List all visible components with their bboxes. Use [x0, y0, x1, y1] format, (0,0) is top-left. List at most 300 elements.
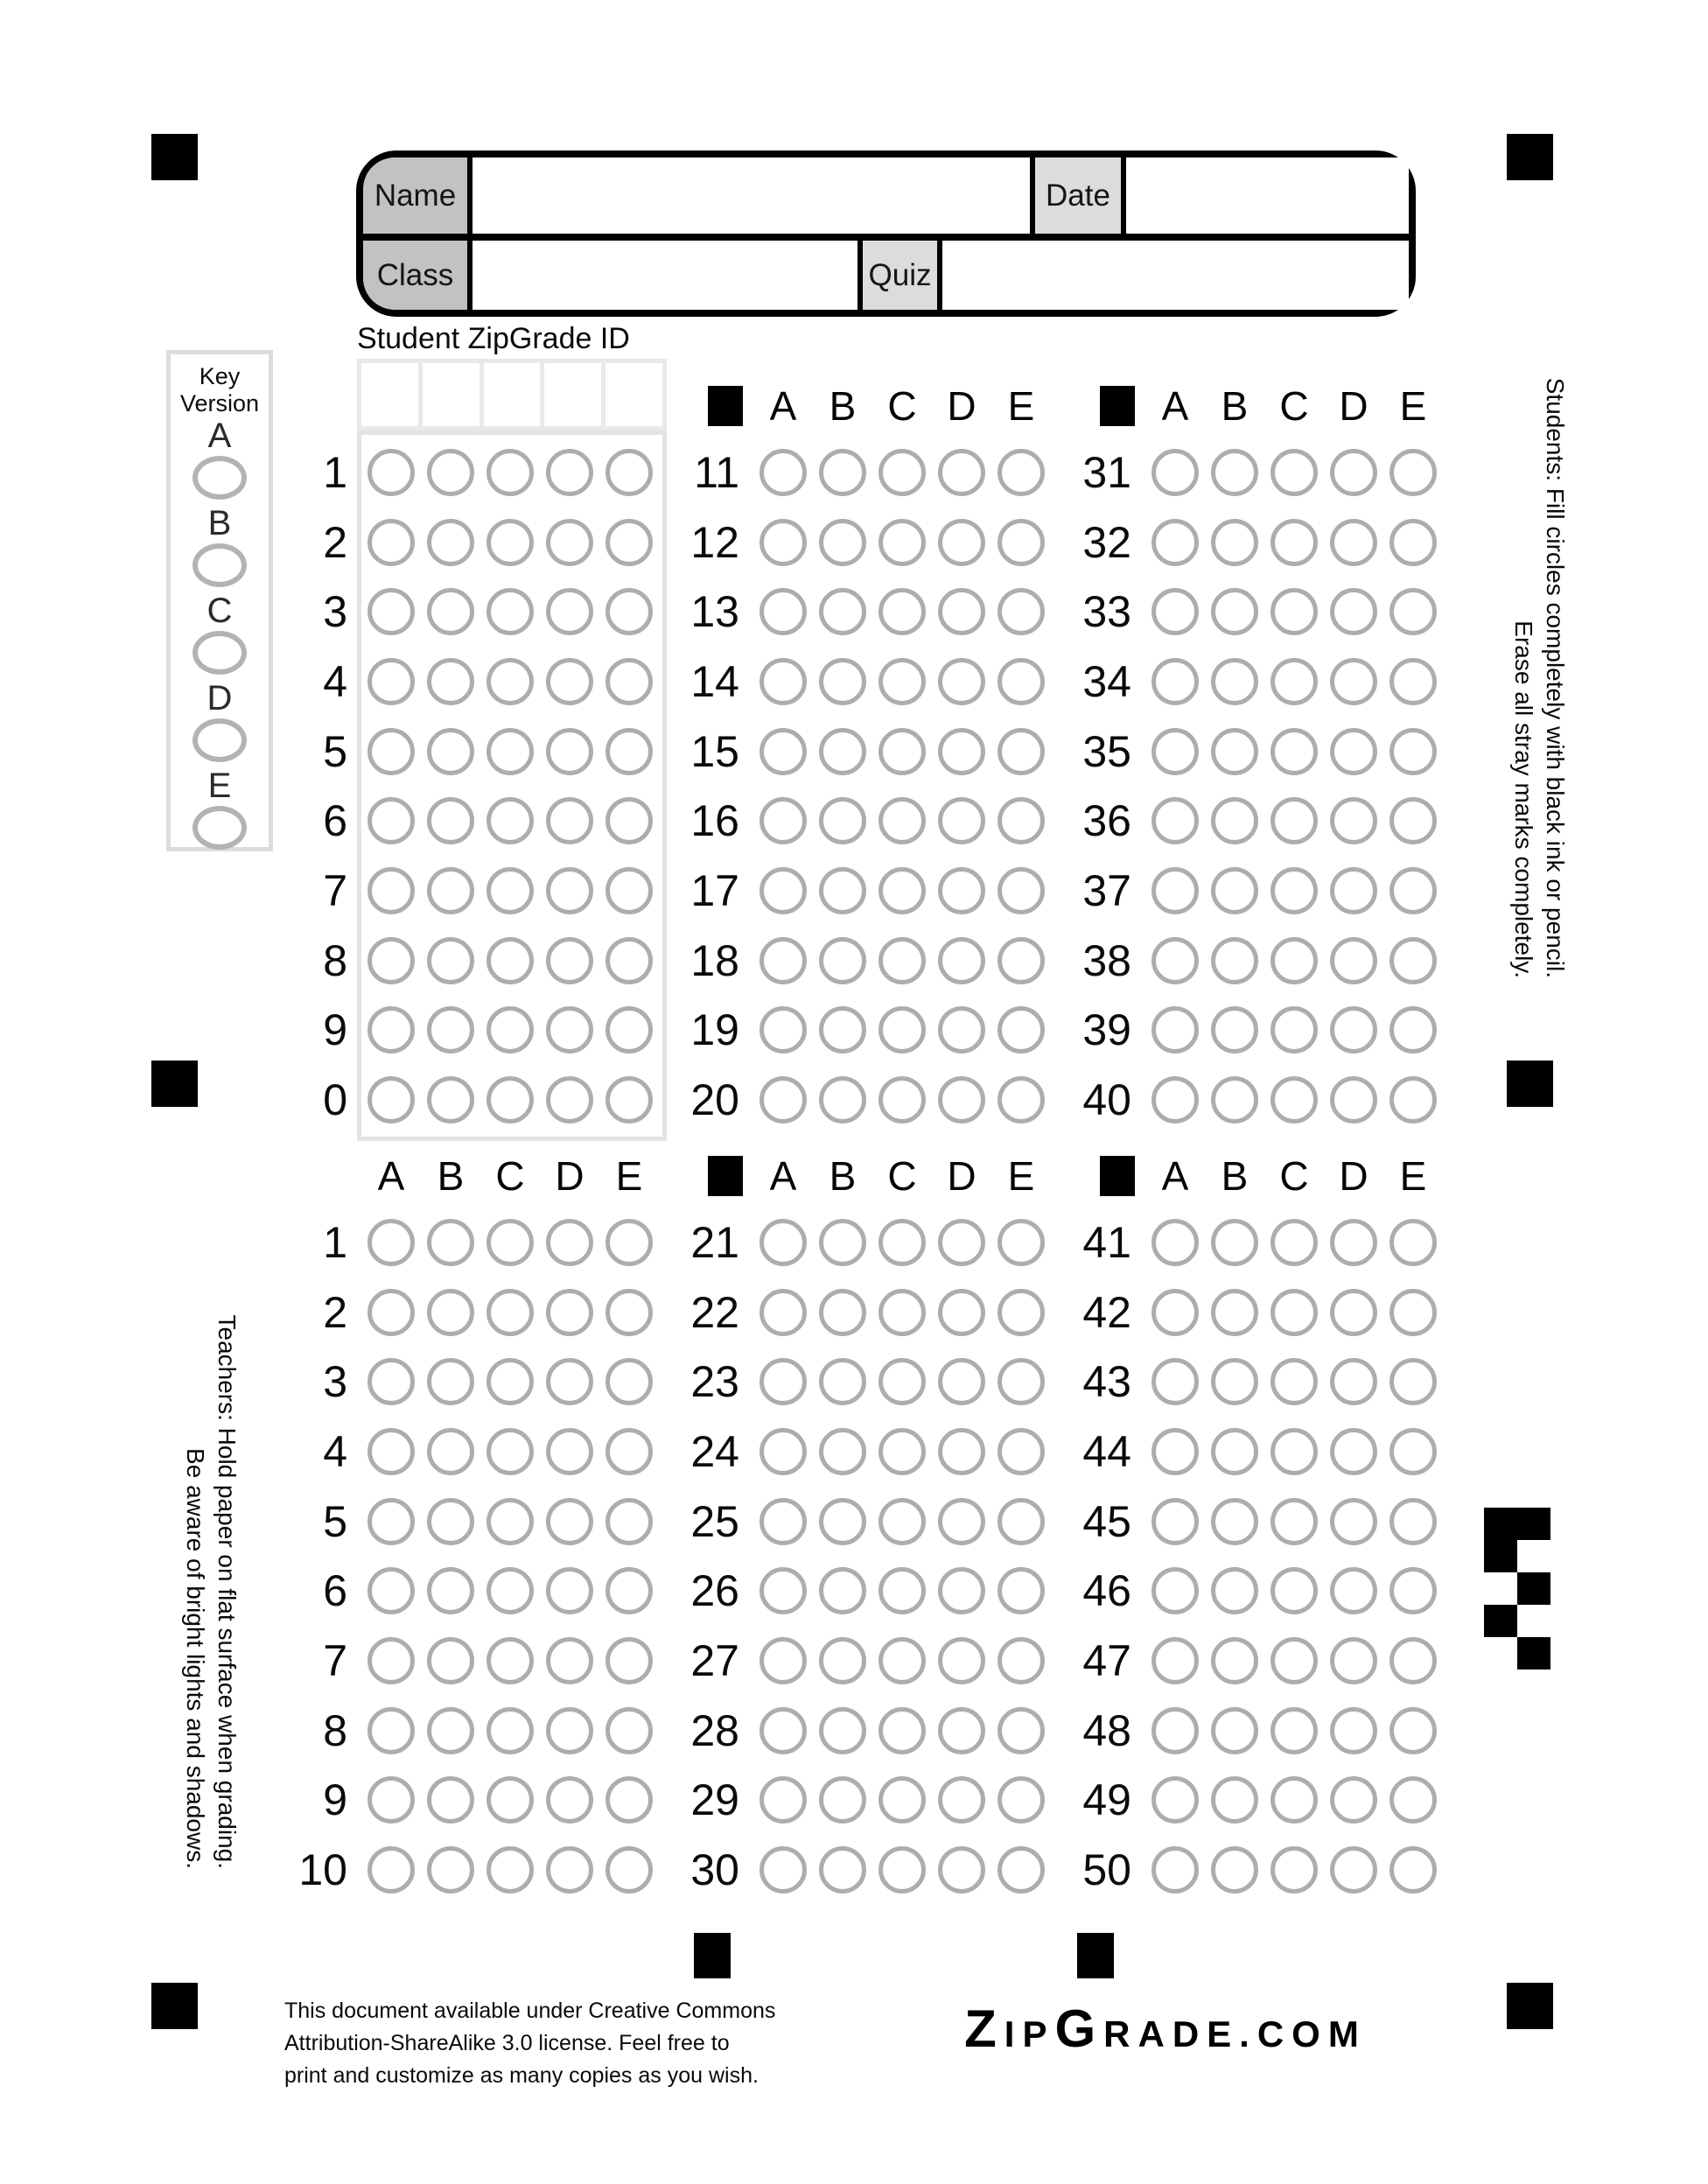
bubble-q8-B[interactable] [427, 1707, 474, 1754]
bubble-keyversion-E[interactable] [192, 806, 247, 850]
bubble-q32-A[interactable] [1152, 519, 1199, 566]
bubble-q26-E[interactable] [998, 1567, 1045, 1614]
name-input-area[interactable] [472, 158, 1030, 234]
bubble-q27-E[interactable] [998, 1637, 1045, 1684]
bubble-q49-A[interactable] [1152, 1776, 1199, 1824]
bubble-id-digit5-col4[interactable] [546, 728, 593, 775]
bubble-q4-D[interactable] [546, 1428, 593, 1475]
bubble-q13-D[interactable] [938, 588, 985, 635]
bubble-q26-B[interactable] [819, 1567, 866, 1614]
bubble-id-digit1-col5[interactable] [606, 449, 653, 496]
bubble-id-digit2-col4[interactable] [546, 519, 593, 566]
bubble-id-digit9-col4[interactable] [546, 1006, 593, 1054]
bubble-q15-E[interactable] [998, 728, 1045, 775]
bubble-q4-E[interactable] [606, 1428, 653, 1475]
bubble-q49-B[interactable] [1211, 1776, 1258, 1824]
bubble-q35-A[interactable] [1152, 728, 1199, 775]
bubble-id-digit7-col1[interactable] [368, 867, 415, 914]
bubble-q36-E[interactable] [1390, 797, 1437, 844]
bubble-q45-C[interactable] [1270, 1498, 1318, 1545]
bubble-q5-B[interactable] [427, 1498, 474, 1545]
bubble-q47-A[interactable] [1152, 1637, 1199, 1684]
bubble-id-digit3-col3[interactable] [486, 588, 534, 635]
bubble-q38-E[interactable] [1390, 937, 1437, 984]
bubble-q10-B[interactable] [427, 1846, 474, 1894]
bubble-id-digit7-col2[interactable] [427, 867, 474, 914]
bubble-q4-C[interactable] [486, 1428, 534, 1475]
bubble-q16-E[interactable] [998, 797, 1045, 844]
bubble-q42-A[interactable] [1152, 1289, 1199, 1336]
bubble-id-digit9-col1[interactable] [368, 1006, 415, 1054]
bubble-q18-D[interactable] [938, 937, 985, 984]
bubble-q9-D[interactable] [546, 1776, 593, 1824]
bubble-q46-E[interactable] [1390, 1567, 1437, 1614]
bubble-q46-A[interactable] [1152, 1567, 1199, 1614]
bubble-q17-A[interactable] [760, 867, 807, 914]
bubble-q14-B[interactable] [819, 658, 866, 705]
bubble-q14-D[interactable] [938, 658, 985, 705]
bubble-id-digit0-col2[interactable] [427, 1076, 474, 1124]
bubble-q48-A[interactable] [1152, 1707, 1199, 1754]
bubble-q14-C[interactable] [878, 658, 926, 705]
bubble-q47-D[interactable] [1330, 1637, 1377, 1684]
bubble-id-digit6-col4[interactable] [546, 797, 593, 844]
bubble-q9-C[interactable] [486, 1776, 534, 1824]
bubble-id-digit2-col5[interactable] [606, 519, 653, 566]
bubble-q42-B[interactable] [1211, 1289, 1258, 1336]
bubble-q38-D[interactable] [1330, 937, 1377, 984]
bubble-id-digit7-col4[interactable] [546, 867, 593, 914]
bubble-q36-D[interactable] [1330, 797, 1377, 844]
bubble-q37-D[interactable] [1330, 867, 1377, 914]
bubble-q1-E[interactable] [606, 1219, 653, 1266]
bubble-q21-C[interactable] [878, 1219, 926, 1266]
id-digit-box-2[interactable] [423, 363, 480, 426]
bubble-q9-B[interactable] [427, 1776, 474, 1824]
bubble-q24-D[interactable] [938, 1428, 985, 1475]
bubble-id-digit9-col5[interactable] [606, 1006, 653, 1054]
bubble-q18-A[interactable] [760, 937, 807, 984]
bubble-q29-B[interactable] [819, 1776, 866, 1824]
bubble-q10-E[interactable] [606, 1846, 653, 1894]
bubble-q38-B[interactable] [1211, 937, 1258, 984]
bubble-id-digit8-col3[interactable] [486, 937, 534, 984]
class-input-area[interactable] [472, 241, 858, 310]
bubble-id-digit5-col1[interactable] [368, 728, 415, 775]
bubble-q15-B[interactable] [819, 728, 866, 775]
bubble-q32-B[interactable] [1211, 519, 1258, 566]
bubble-q50-D[interactable] [1330, 1846, 1377, 1894]
bubble-q28-E[interactable] [998, 1707, 1045, 1754]
bubble-id-digit2-col2[interactable] [427, 519, 474, 566]
bubble-q40-B[interactable] [1211, 1076, 1258, 1124]
bubble-id-digit7-col3[interactable] [486, 867, 534, 914]
bubble-q30-E[interactable] [998, 1846, 1045, 1894]
bubble-q13-C[interactable] [878, 588, 926, 635]
bubble-q30-D[interactable] [938, 1846, 985, 1894]
bubble-id-digit2-col1[interactable] [368, 519, 415, 566]
bubble-q12-E[interactable] [998, 519, 1045, 566]
bubble-q8-E[interactable] [606, 1707, 653, 1754]
bubble-q6-C[interactable] [486, 1567, 534, 1614]
bubble-q37-A[interactable] [1152, 867, 1199, 914]
bubble-q15-C[interactable] [878, 728, 926, 775]
bubble-q17-E[interactable] [998, 867, 1045, 914]
bubble-q13-A[interactable] [760, 588, 807, 635]
bubble-q45-D[interactable] [1330, 1498, 1377, 1545]
bubble-q45-A[interactable] [1152, 1498, 1199, 1545]
bubble-q49-E[interactable] [1390, 1776, 1437, 1824]
bubble-q19-D[interactable] [938, 1006, 985, 1054]
bubble-id-digit3-col5[interactable] [606, 588, 653, 635]
bubble-q30-A[interactable] [760, 1846, 807, 1894]
bubble-q43-B[interactable] [1211, 1358, 1258, 1405]
bubble-q19-C[interactable] [878, 1006, 926, 1054]
bubble-q5-C[interactable] [486, 1498, 534, 1545]
bubble-q28-D[interactable] [938, 1707, 985, 1754]
bubble-q10-A[interactable] [368, 1846, 415, 1894]
bubble-q45-E[interactable] [1390, 1498, 1437, 1545]
bubble-q19-E[interactable] [998, 1006, 1045, 1054]
bubble-id-digit0-col4[interactable] [546, 1076, 593, 1124]
bubble-id-digit4-col5[interactable] [606, 658, 653, 705]
bubble-q9-A[interactable] [368, 1776, 415, 1824]
bubble-id-digit8-col1[interactable] [368, 937, 415, 984]
bubble-q14-A[interactable] [760, 658, 807, 705]
bubble-id-digit5-col3[interactable] [486, 728, 534, 775]
bubble-q5-D[interactable] [546, 1498, 593, 1545]
bubble-q34-B[interactable] [1211, 658, 1258, 705]
bubble-q8-D[interactable] [546, 1707, 593, 1754]
bubble-q19-B[interactable] [819, 1006, 866, 1054]
bubble-q23-B[interactable] [819, 1358, 866, 1405]
bubble-q29-E[interactable] [998, 1776, 1045, 1824]
bubble-q33-C[interactable] [1270, 588, 1318, 635]
bubble-id-digit6-col3[interactable] [486, 797, 534, 844]
bubble-q28-A[interactable] [760, 1707, 807, 1754]
bubble-q35-B[interactable] [1211, 728, 1258, 775]
bubble-q6-D[interactable] [546, 1567, 593, 1614]
bubble-q44-D[interactable] [1330, 1428, 1377, 1475]
bubble-q7-A[interactable] [368, 1637, 415, 1684]
bubble-q12-C[interactable] [878, 519, 926, 566]
bubble-q21-B[interactable] [819, 1219, 866, 1266]
bubble-q23-E[interactable] [998, 1358, 1045, 1405]
bubble-q1-D[interactable] [546, 1219, 593, 1266]
bubble-q44-E[interactable] [1390, 1428, 1437, 1475]
bubble-q41-E[interactable] [1390, 1219, 1437, 1266]
bubble-id-digit4-col3[interactable] [486, 658, 534, 705]
bubble-q27-D[interactable] [938, 1637, 985, 1684]
bubble-q13-E[interactable] [998, 588, 1045, 635]
bubble-q22-C[interactable] [878, 1289, 926, 1336]
bubble-q47-B[interactable] [1211, 1637, 1258, 1684]
bubble-q31-E[interactable] [1390, 449, 1437, 496]
bubble-q7-C[interactable] [486, 1637, 534, 1684]
bubble-q3-E[interactable] [606, 1358, 653, 1405]
bubble-q29-A[interactable] [760, 1776, 807, 1824]
bubble-id-digit4-col2[interactable] [427, 658, 474, 705]
bubble-q39-A[interactable] [1152, 1006, 1199, 1054]
bubble-q2-C[interactable] [486, 1289, 534, 1336]
bubble-q41-A[interactable] [1152, 1219, 1199, 1266]
bubble-q14-E[interactable] [998, 658, 1045, 705]
bubble-q31-C[interactable] [1270, 449, 1318, 496]
bubble-q33-A[interactable] [1152, 588, 1199, 635]
bubble-q33-E[interactable] [1390, 588, 1437, 635]
bubble-q27-A[interactable] [760, 1637, 807, 1684]
bubble-q47-E[interactable] [1390, 1637, 1437, 1684]
id-digit-box-4[interactable] [544, 363, 601, 426]
bubble-q42-E[interactable] [1390, 1289, 1437, 1336]
bubble-q12-A[interactable] [760, 519, 807, 566]
bubble-q43-D[interactable] [1330, 1358, 1377, 1405]
bubble-q7-E[interactable] [606, 1637, 653, 1684]
bubble-q35-C[interactable] [1270, 728, 1318, 775]
bubble-q7-B[interactable] [427, 1637, 474, 1684]
bubble-q3-C[interactable] [486, 1358, 534, 1405]
id-digit-box-5[interactable] [606, 363, 662, 426]
bubble-q3-B[interactable] [427, 1358, 474, 1405]
bubble-q10-C[interactable] [486, 1846, 534, 1894]
bubble-q30-C[interactable] [878, 1846, 926, 1894]
bubble-q22-A[interactable] [760, 1289, 807, 1336]
bubble-q46-B[interactable] [1211, 1567, 1258, 1614]
bubble-id-digit6-col1[interactable] [368, 797, 415, 844]
bubble-q2-B[interactable] [427, 1289, 474, 1336]
bubble-q31-D[interactable] [1330, 449, 1377, 496]
bubble-q2-D[interactable] [546, 1289, 593, 1336]
bubble-q10-D[interactable] [546, 1846, 593, 1894]
bubble-q32-E[interactable] [1390, 519, 1437, 566]
bubble-q49-C[interactable] [1270, 1776, 1318, 1824]
bubble-q24-C[interactable] [878, 1428, 926, 1475]
bubble-q48-D[interactable] [1330, 1707, 1377, 1754]
bubble-q50-E[interactable] [1390, 1846, 1437, 1894]
bubble-q39-E[interactable] [1390, 1006, 1437, 1054]
quiz-input-area[interactable] [937, 241, 1409, 310]
bubble-id-digit1-col2[interactable] [427, 449, 474, 496]
bubble-id-digit8-col2[interactable] [427, 937, 474, 984]
bubble-q28-C[interactable] [878, 1707, 926, 1754]
bubble-id-digit3-col2[interactable] [427, 588, 474, 635]
bubble-q46-D[interactable] [1330, 1567, 1377, 1614]
bubble-q3-A[interactable] [368, 1358, 415, 1405]
bubble-q20-B[interactable] [819, 1076, 866, 1124]
bubble-q18-E[interactable] [998, 937, 1045, 984]
bubble-q22-B[interactable] [819, 1289, 866, 1336]
bubble-q22-E[interactable] [998, 1289, 1045, 1336]
bubble-q48-E[interactable] [1390, 1707, 1437, 1754]
bubble-q16-A[interactable] [760, 797, 807, 844]
bubble-q1-A[interactable] [368, 1219, 415, 1266]
bubble-q50-C[interactable] [1270, 1846, 1318, 1894]
bubble-q40-A[interactable] [1152, 1076, 1199, 1124]
bubble-q26-C[interactable] [878, 1567, 926, 1614]
bubble-q49-D[interactable] [1330, 1776, 1377, 1824]
bubble-q33-B[interactable] [1211, 588, 1258, 635]
bubble-q17-C[interactable] [878, 867, 926, 914]
bubble-id-digit9-col3[interactable] [486, 1006, 534, 1054]
bubble-q7-D[interactable] [546, 1637, 593, 1684]
bubble-q40-D[interactable] [1330, 1076, 1377, 1124]
bubble-q24-A[interactable] [760, 1428, 807, 1475]
bubble-id-digit5-col2[interactable] [427, 728, 474, 775]
bubble-q50-A[interactable] [1152, 1846, 1199, 1894]
bubble-q48-C[interactable] [1270, 1707, 1318, 1754]
bubble-q18-B[interactable] [819, 937, 866, 984]
bubble-q29-D[interactable] [938, 1776, 985, 1824]
bubble-q6-E[interactable] [606, 1567, 653, 1614]
bubble-q20-C[interactable] [878, 1076, 926, 1124]
bubble-q5-A[interactable] [368, 1498, 415, 1545]
bubble-q38-C[interactable] [1270, 937, 1318, 984]
bubble-id-digit3-col1[interactable] [368, 588, 415, 635]
bubble-q36-B[interactable] [1211, 797, 1258, 844]
bubble-q23-A[interactable] [760, 1358, 807, 1405]
bubble-q19-A[interactable] [760, 1006, 807, 1054]
bubble-id-digit6-col5[interactable] [606, 797, 653, 844]
bubble-q25-B[interactable] [819, 1498, 866, 1545]
bubble-q20-A[interactable] [760, 1076, 807, 1124]
bubble-q13-B[interactable] [819, 588, 866, 635]
bubble-q9-E[interactable] [606, 1776, 653, 1824]
bubble-q4-A[interactable] [368, 1428, 415, 1475]
bubble-q44-B[interactable] [1211, 1428, 1258, 1475]
bubble-q31-A[interactable] [1152, 449, 1199, 496]
bubble-q12-D[interactable] [938, 519, 985, 566]
bubble-q16-B[interactable] [819, 797, 866, 844]
bubble-q23-C[interactable] [878, 1358, 926, 1405]
bubble-q21-A[interactable] [760, 1219, 807, 1266]
bubble-q25-E[interactable] [998, 1498, 1045, 1545]
bubble-q41-D[interactable] [1330, 1219, 1377, 1266]
bubble-q16-C[interactable] [878, 797, 926, 844]
bubble-q15-A[interactable] [760, 728, 807, 775]
bubble-q36-C[interactable] [1270, 797, 1318, 844]
bubble-keyversion-A[interactable] [192, 456, 247, 500]
bubble-id-digit4-col4[interactable] [546, 658, 593, 705]
bubble-q15-D[interactable] [938, 728, 985, 775]
bubble-q16-D[interactable] [938, 797, 985, 844]
bubble-q3-D[interactable] [546, 1358, 593, 1405]
id-digit-box-1[interactable] [361, 363, 418, 426]
bubble-id-digit7-col5[interactable] [606, 867, 653, 914]
bubble-id-digit1-col3[interactable] [486, 449, 534, 496]
bubble-q50-B[interactable] [1211, 1846, 1258, 1894]
bubble-q25-D[interactable] [938, 1498, 985, 1545]
bubble-q8-A[interactable] [368, 1707, 415, 1754]
bubble-id-digit1-col4[interactable] [546, 449, 593, 496]
bubble-q39-D[interactable] [1330, 1006, 1377, 1054]
bubble-id-digit0-col5[interactable] [606, 1076, 653, 1124]
bubble-q26-A[interactable] [760, 1567, 807, 1614]
bubble-q34-A[interactable] [1152, 658, 1199, 705]
bubble-q6-B[interactable] [427, 1567, 474, 1614]
bubble-q17-D[interactable] [938, 867, 985, 914]
bubble-q24-E[interactable] [998, 1428, 1045, 1475]
bubble-id-digit5-col5[interactable] [606, 728, 653, 775]
bubble-q20-D[interactable] [938, 1076, 985, 1124]
bubble-id-digit8-col5[interactable] [606, 937, 653, 984]
bubble-q37-B[interactable] [1211, 867, 1258, 914]
bubble-q26-D[interactable] [938, 1567, 985, 1614]
bubble-id-digit3-col4[interactable] [546, 588, 593, 635]
bubble-q35-D[interactable] [1330, 728, 1377, 775]
bubble-id-digit0-col3[interactable] [486, 1076, 534, 1124]
bubble-q2-E[interactable] [606, 1289, 653, 1336]
bubble-q11-D[interactable] [938, 449, 985, 496]
bubble-q40-E[interactable] [1390, 1076, 1437, 1124]
bubble-q39-B[interactable] [1211, 1006, 1258, 1054]
bubble-keyversion-C[interactable] [192, 631, 247, 675]
bubble-id-digit8-col4[interactable] [546, 937, 593, 984]
bubble-q37-C[interactable] [1270, 867, 1318, 914]
bubble-q11-A[interactable] [760, 449, 807, 496]
bubble-q11-B[interactable] [819, 449, 866, 496]
bubble-q47-C[interactable] [1270, 1637, 1318, 1684]
bubble-id-digit6-col2[interactable] [427, 797, 474, 844]
bubble-q21-E[interactable] [998, 1219, 1045, 1266]
bubble-id-digit9-col2[interactable] [427, 1006, 474, 1054]
bubble-q30-B[interactable] [819, 1846, 866, 1894]
bubble-q37-E[interactable] [1390, 867, 1437, 914]
bubble-q35-E[interactable] [1390, 728, 1437, 775]
bubble-q34-C[interactable] [1270, 658, 1318, 705]
bubble-q11-E[interactable] [998, 449, 1045, 496]
bubble-q20-E[interactable] [998, 1076, 1045, 1124]
bubble-q5-E[interactable] [606, 1498, 653, 1545]
bubble-q36-A[interactable] [1152, 797, 1199, 844]
bubble-q41-C[interactable] [1270, 1219, 1318, 1266]
bubble-q43-C[interactable] [1270, 1358, 1318, 1405]
bubble-q18-C[interactable] [878, 937, 926, 984]
bubble-keyversion-D[interactable] [192, 718, 247, 762]
bubble-q6-A[interactable] [368, 1567, 415, 1614]
bubble-q8-C[interactable] [486, 1707, 534, 1754]
bubble-q42-C[interactable] [1270, 1289, 1318, 1336]
bubble-q32-D[interactable] [1330, 519, 1377, 566]
bubble-id-digit0-col1[interactable] [368, 1076, 415, 1124]
bubble-q4-B[interactable] [427, 1428, 474, 1475]
bubble-q32-C[interactable] [1270, 519, 1318, 566]
bubble-q39-C[interactable] [1270, 1006, 1318, 1054]
bubble-q1-B[interactable] [427, 1219, 474, 1266]
bubble-q43-A[interactable] [1152, 1358, 1199, 1405]
bubble-q31-B[interactable] [1211, 449, 1258, 496]
bubble-q40-C[interactable] [1270, 1076, 1318, 1124]
bubble-q34-E[interactable] [1390, 658, 1437, 705]
bubble-q24-B[interactable] [819, 1428, 866, 1475]
bubble-q11-C[interactable] [878, 449, 926, 496]
bubble-q1-C[interactable] [486, 1219, 534, 1266]
bubble-q25-C[interactable] [878, 1498, 926, 1545]
bubble-id-digit1-col1[interactable] [368, 449, 415, 496]
bubble-q28-B[interactable] [819, 1707, 866, 1754]
bubble-q41-B[interactable] [1211, 1219, 1258, 1266]
bubble-q21-D[interactable] [938, 1219, 985, 1266]
bubble-q46-C[interactable] [1270, 1567, 1318, 1614]
bubble-q42-D[interactable] [1330, 1289, 1377, 1336]
bubble-q44-A[interactable] [1152, 1428, 1199, 1475]
bubble-q27-B[interactable] [819, 1637, 866, 1684]
bubble-q2-A[interactable] [368, 1289, 415, 1336]
bubble-q43-E[interactable] [1390, 1358, 1437, 1405]
bubble-q33-D[interactable] [1330, 588, 1377, 635]
bubble-q29-C[interactable] [878, 1776, 926, 1824]
bubble-q17-B[interactable] [819, 867, 866, 914]
bubble-q12-B[interactable] [819, 519, 866, 566]
